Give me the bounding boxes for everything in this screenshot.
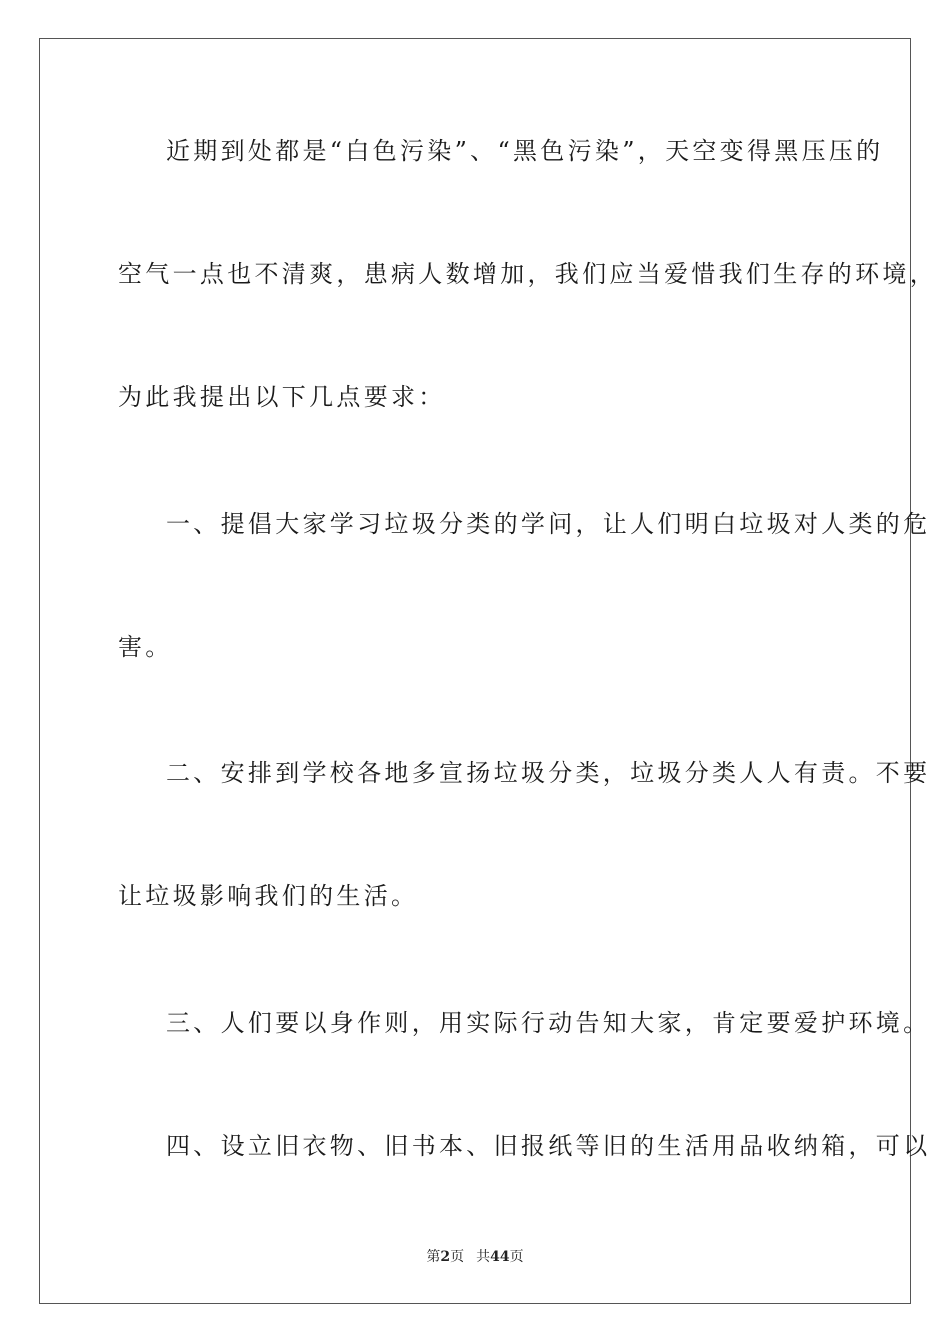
paragraph-4-line-1: 三、人们要以身作则，用实际行动告知大家，肯定要爱护环境。 bbox=[166, 1009, 931, 1037]
page-footer bbox=[0, 1248, 950, 1266]
paragraph-1-line-2: 空气一点也不清爽，患病人数增加，我们应当爱惜我们生存的环境， bbox=[118, 260, 937, 288]
paragraph-3-line-1: 二、安排到学校各地多宣扬垃圾分类，垃圾分类人人有责。不要 bbox=[166, 759, 931, 787]
paragraph-5-line-1: 四、设立旧衣物、旧书本、旧报纸等旧的生活用品收纳箱，可以 bbox=[166, 1132, 931, 1160]
total-suffix: 页 bbox=[509, 1249, 524, 1265]
paragraph-2-line-1: 一、提倡大家学习垃圾分类的学问，让人们明白垃圾对人类的危 bbox=[166, 510, 931, 538]
paragraph-3-line-2: 让垃圾影响我们的生活。 bbox=[118, 882, 419, 910]
paragraph-1-line-1: 近期到处都是“白色污染”、“黑色污染”，天空变得黑压压的 bbox=[166, 137, 884, 165]
page-border bbox=[39, 38, 911, 1304]
page-prefix: 第 bbox=[426, 1249, 441, 1265]
paragraph-2-line-2: 害。 bbox=[118, 633, 173, 661]
page-suffix: 页 bbox=[450, 1249, 465, 1265]
page-current: 2 bbox=[440, 1249, 451, 1265]
total-prefix: 共 bbox=[476, 1249, 491, 1265]
paragraph-1-line-3: 为此我提出以下几点要求： bbox=[118, 383, 446, 411]
page-total: 44 bbox=[490, 1249, 510, 1265]
